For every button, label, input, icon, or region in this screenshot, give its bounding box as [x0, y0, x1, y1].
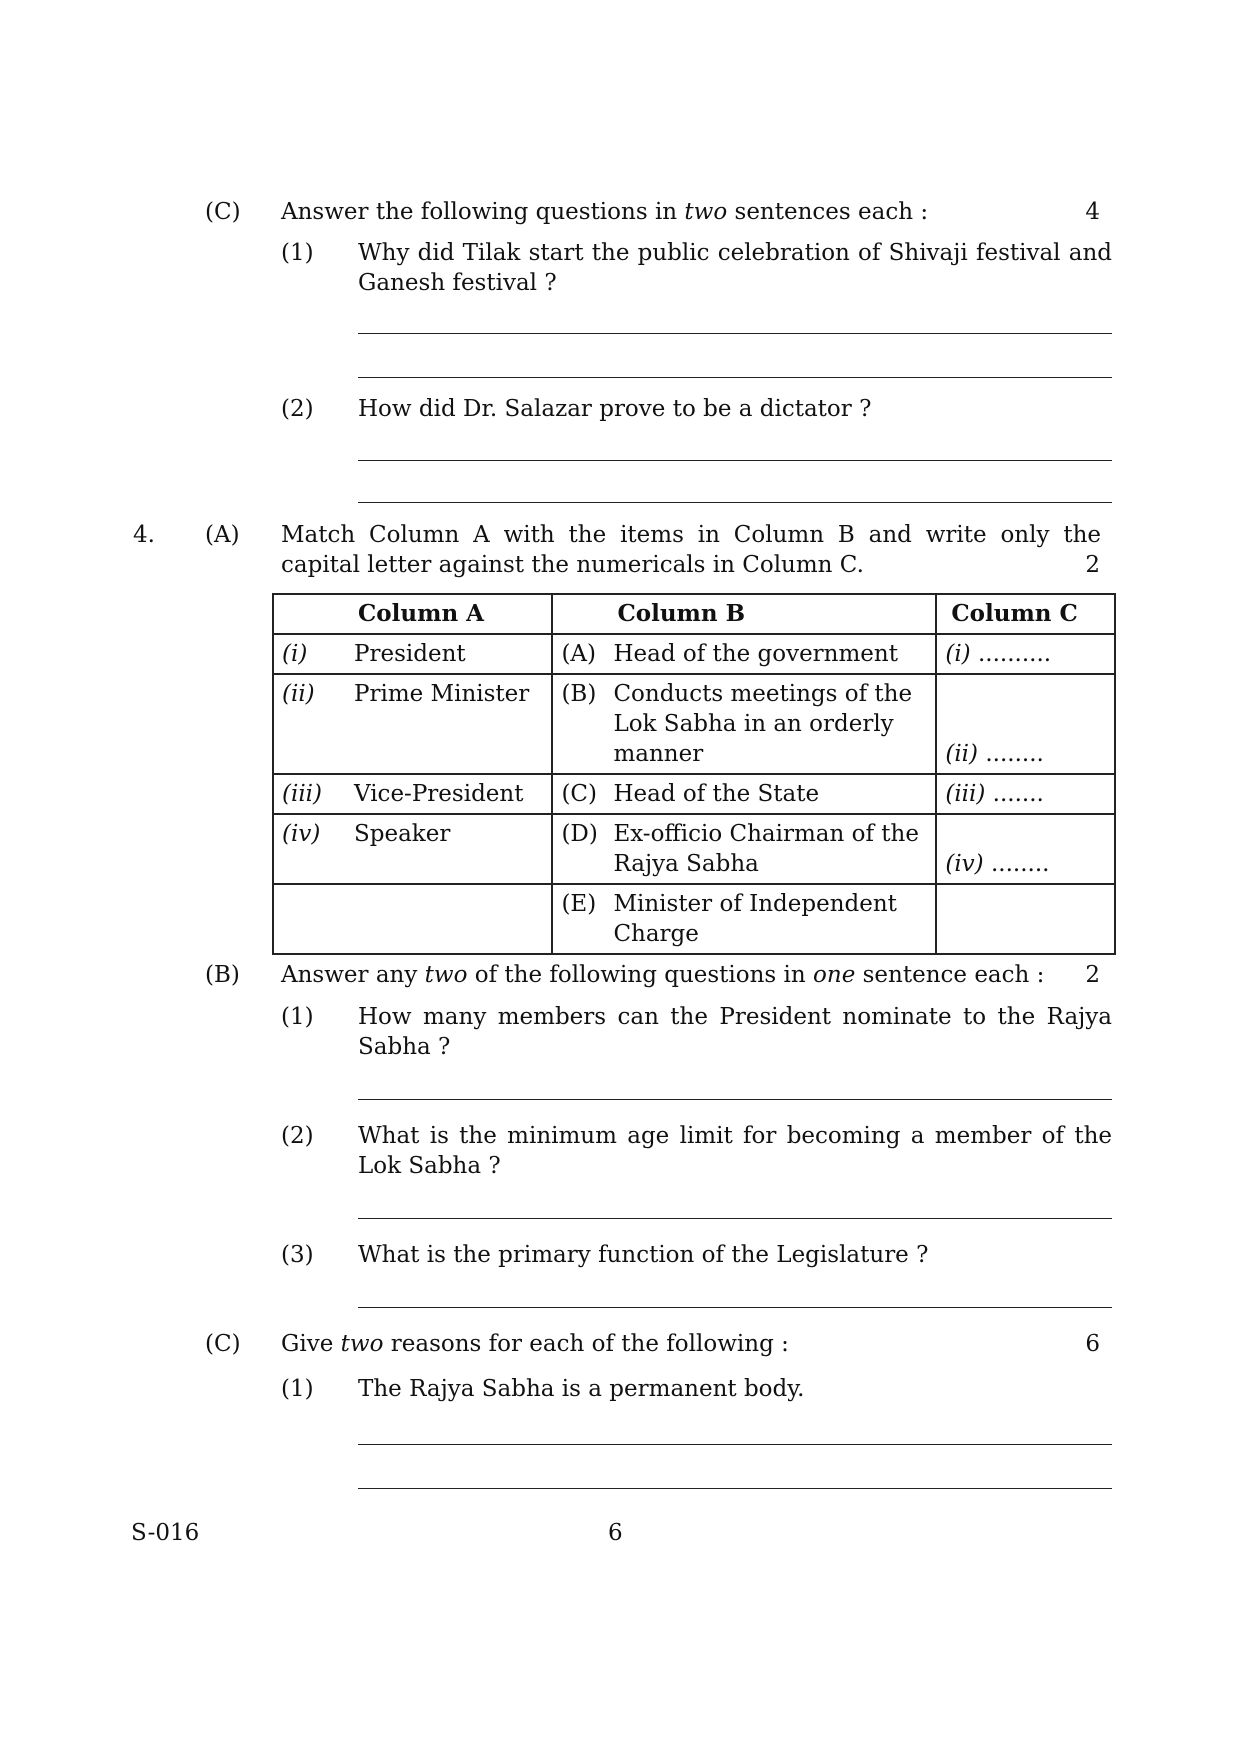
- column-b-letter: (B): [561, 681, 597, 707]
- answer-line[interactable]: [358, 1307, 1112, 1308]
- q4b-instruction-post: sentence each :: [855, 962, 1045, 988]
- column-b-text: Conducts meetings of the Lok Sabha in an orderly manner: [613, 681, 913, 767]
- q4c-marks: 6: [1085, 1331, 1100, 1357]
- column-c-cell[interactable]: (iii) .......: [936, 774, 1115, 814]
- table-row: [273, 884, 1115, 954]
- column-b-cell: [552, 884, 936, 954]
- column-b-letter: (A): [561, 641, 596, 667]
- row-numeral: (ii): [282, 681, 315, 707]
- q4c-item1-text: The Rajya Sabha is a permanent body.: [358, 1376, 805, 1402]
- answer-line[interactable]: [358, 333, 1112, 334]
- column-b-text: Head of the State: [613, 781, 820, 807]
- q4a-marks: 2: [1085, 552, 1100, 578]
- q4b-instruction-pre: Answer any: [281, 962, 425, 988]
- q4b-label: (B): [205, 962, 240, 988]
- column-a-text: Speaker: [354, 821, 451, 847]
- column-b-header: Column B: [552, 594, 936, 634]
- answer-line[interactable]: [358, 1488, 1112, 1489]
- column-c-numeral: (i): [945, 641, 971, 667]
- page-number: 6: [608, 1520, 623, 1546]
- q4c-instruction: [281, 1329, 789, 1359]
- column-a-cell: [273, 774, 552, 814]
- column-b-letter: (C): [561, 781, 597, 807]
- column-b-cell: [552, 774, 936, 814]
- q4c-instruction-post: reasons for each of the following :: [383, 1331, 789, 1357]
- column-a-text: Prime Minister: [354, 681, 530, 707]
- row-numeral: (iii): [282, 781, 323, 807]
- column-b-text: Head of the government: [613, 641, 898, 667]
- column-c-numeral: (iii): [945, 781, 986, 807]
- q3c-label: (C): [205, 199, 241, 225]
- table-row: [273, 634, 1115, 674]
- q4c-instruction-em: two: [340, 1331, 384, 1357]
- column-a-text: President: [354, 641, 466, 667]
- column-b-cell: [552, 674, 936, 774]
- column-b-cell: [552, 634, 936, 674]
- answer-line[interactable]: [358, 377, 1112, 378]
- column-c-numeral: (ii): [945, 741, 979, 767]
- q3c-instruction-pre: Answer the following questions in: [281, 199, 685, 225]
- answer-line[interactable]: [358, 1218, 1112, 1219]
- q3c-item2-text: How did Dr. Salazar prove to be a dictator ?: [358, 396, 872, 422]
- column-c-header: Column C: [936, 594, 1115, 634]
- q3c-item2-num: (2): [281, 396, 314, 422]
- column-c-cell[interactable]: (iv) ........: [936, 814, 1115, 884]
- column-a-cell: [273, 814, 552, 884]
- q4c-item1-num: (1): [281, 1376, 314, 1402]
- column-a-header: Column A: [273, 594, 552, 634]
- q4c-label: (C): [205, 1331, 241, 1357]
- column-c-cell[interactable]: (i) ..........: [936, 634, 1115, 674]
- match-table-header: [273, 594, 1115, 634]
- q4b-item3-num: (3): [281, 1242, 314, 1268]
- column-a-cell: [273, 884, 552, 954]
- column-c-cell[interactable]: [936, 884, 1115, 954]
- row-numeral: (iv): [282, 821, 321, 847]
- column-c-cell[interactable]: (ii) ........: [936, 674, 1115, 774]
- q3c-instruction-em: two: [684, 199, 728, 225]
- column-c-numeral: (iv): [945, 851, 984, 877]
- q3c-item1-num: (1): [281, 240, 314, 266]
- table-row: [273, 674, 1115, 774]
- table-row: [273, 774, 1115, 814]
- q4a-label: (A): [205, 522, 240, 548]
- q4b-item2-num: (2): [281, 1123, 314, 1149]
- answer-line[interactable]: [358, 1444, 1112, 1445]
- q3c-instruction: [281, 197, 928, 227]
- match-table: [272, 593, 1116, 955]
- answer-line[interactable]: [358, 1099, 1112, 1100]
- q4b-item1-num: (1): [281, 1004, 314, 1030]
- paper-code: S-016: [131, 1520, 200, 1546]
- column-a-cell: [273, 634, 552, 674]
- column-a-cell: [273, 674, 552, 774]
- q4b-instruction-mid: of the following questions in: [467, 962, 814, 988]
- row-numeral: (i): [282, 641, 308, 667]
- q4b-marks: 2: [1085, 962, 1100, 988]
- column-a-text: Vice-President: [354, 781, 524, 807]
- q4b-item1-text: How many members can the President nominate to the Rajya Sabha ?: [358, 1004, 1112, 1060]
- q3c-item1-text: Why did Tilak start the public celebration of Shivaji festival and Ganesh festival ?: [358, 240, 1112, 296]
- q4c-instruction-pre: Give: [281, 1331, 341, 1357]
- q3c-instruction-post: sentences each :: [727, 199, 929, 225]
- q4b-item2-text: What is the minimum age limit for becoming a member of the Lok Sabha ?: [358, 1123, 1112, 1179]
- q4b-item3-text: What is the primary function of the Legislature ?: [358, 1242, 929, 1268]
- column-b-text: Ex-officio Chairman of the Rajya Sabha: [613, 821, 919, 877]
- q4b-instruction: [281, 960, 1044, 990]
- answer-line[interactable]: [358, 460, 1112, 461]
- q4-number: 4.: [133, 522, 155, 548]
- column-b-cell: [552, 814, 936, 884]
- q4a-instruction: Match Column A with the items in Column B and write only the capital letter against the numericals in Column C.: [281, 522, 1101, 578]
- column-b-text: Minister of Independent Charge: [613, 891, 897, 947]
- table-row: [273, 814, 1115, 884]
- column-b-letter: (E): [561, 891, 597, 917]
- q4b-instruction-em1: two: [424, 962, 468, 988]
- column-b-letter: (D): [561, 821, 598, 847]
- q3c-marks: 4: [1085, 199, 1100, 225]
- q4b-instruction-em2: one: [813, 962, 856, 988]
- answer-line[interactable]: [358, 502, 1112, 503]
